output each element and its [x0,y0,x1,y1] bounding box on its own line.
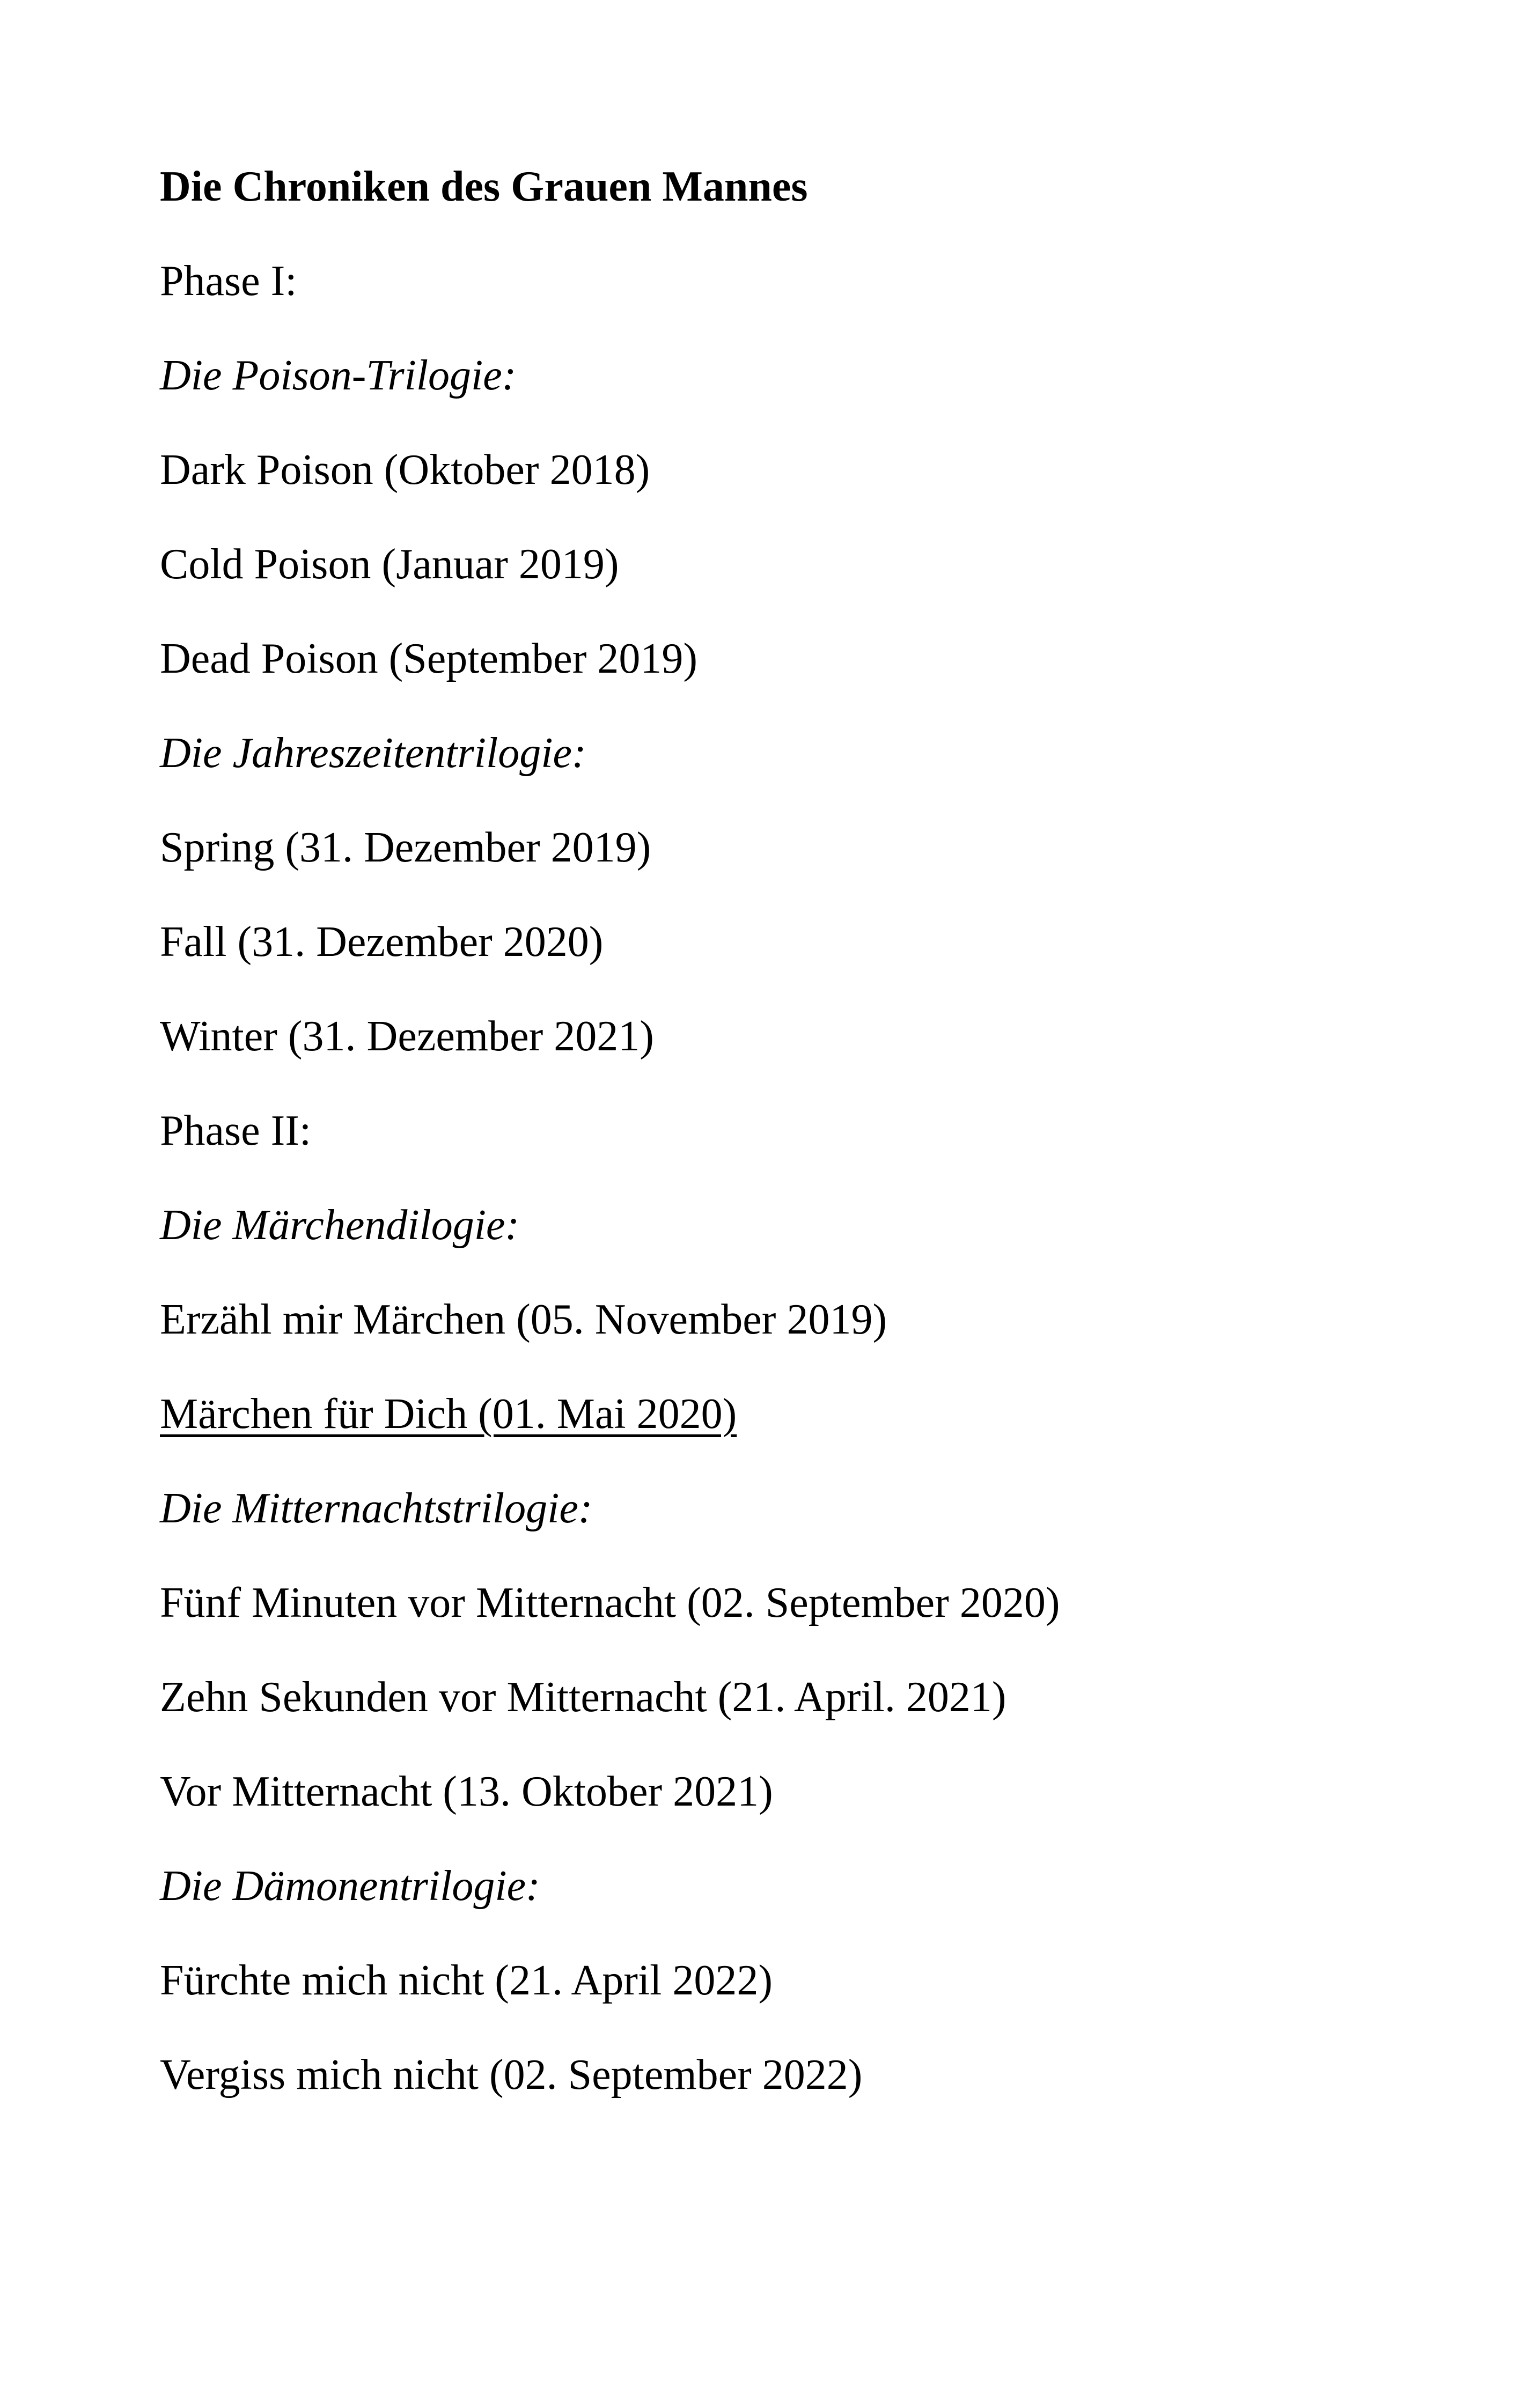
book-entry: Dead Poison (September 2019) [160,635,698,682]
book-entry: Fall (31. Dezember 2020) [160,918,604,966]
book-entry: Dark Poison (Oktober 2018) [160,446,650,494]
book-entry: Vor Mitternacht (13. Oktober 2021) [160,1768,773,1815]
book-entry: Erzähl mir Märchen (05. November 2019) [160,1296,887,1343]
book-entry: Zehn Sekunden vor Mitternacht (21. April. 2021) [160,1674,1006,1721]
book-entry: Fünf Minuten vor Mitternacht (02. September 2020) [160,1579,1060,1626]
book-entry: Winter (31. Dezember 2021) [160,1013,654,1060]
series-heading: Die Mitternachtstrilogie: [160,1485,593,1532]
series-heading: Die Jahreszeitentrilogie: [160,730,586,777]
book-entry: Vergiss mich nicht (02. September 2022) [160,2051,863,2098]
book-entry: Fürchte mich nicht (21. April 2022) [160,1957,773,2004]
phase-heading: Phase I: [160,257,297,305]
series-heading: Die Dämonentrilogie: [160,1862,540,1910]
document-title: Die Chroniken des Grauen Mannes [160,163,808,210]
book-entry: Spring (31. Dezember 2019) [160,824,651,871]
book-entry: Cold Poison (Januar 2019) [160,541,619,588]
phase-heading: Phase II: [160,1107,312,1154]
series-heading: Die Poison-Trilogie: [160,352,517,399]
book-list [160,154,1394,2137]
series-heading: Die Märchendilogie: [160,1202,520,1249]
book-entry-underlined: Märchen für Dich (01. Mai 2020) [160,1390,737,1438]
